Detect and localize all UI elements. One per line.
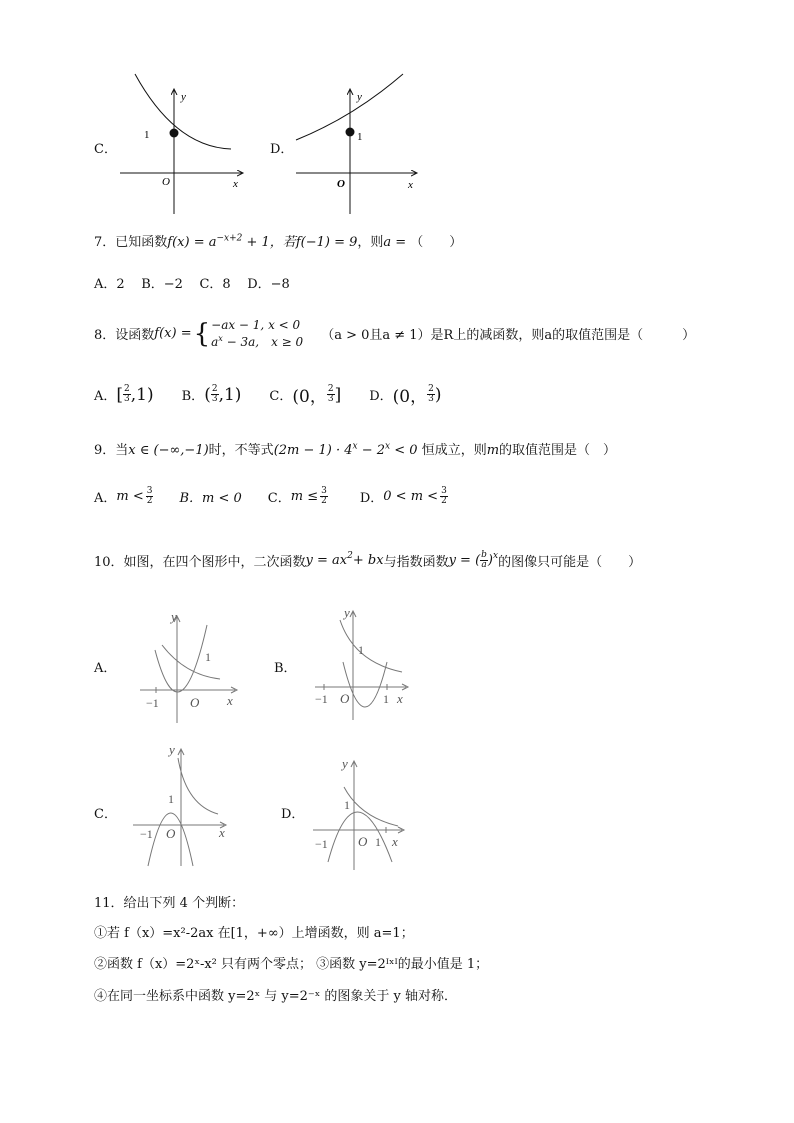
q9-options <box>94 487 448 506</box>
q10-option-d-label: D． <box>281 807 305 822</box>
origin-label: O <box>358 834 368 849</box>
q10-option-d-graph <box>310 752 415 872</box>
y-label: y <box>181 91 186 103</box>
q6-option-c-label: C． <box>94 142 117 157</box>
intercept-point <box>346 128 355 137</box>
x-label: x <box>397 691 403 706</box>
neg-one-label: −1 <box>146 696 159 710</box>
q11-statement-4: ④在同一坐标系中函数 y=2ˣ 与 y=2⁻ˣ 的图象关于 y 轴对称． <box>94 989 458 1004</box>
q9-option-a: A． m < 3 2 <box>94 486 153 506</box>
q10-option-b-label: B． <box>274 661 297 676</box>
one-label: 1 <box>168 792 174 806</box>
q8-options <box>94 382 441 407</box>
one-label: 1 <box>357 131 363 143</box>
q10-option-a-label: A． <box>94 661 117 676</box>
y-label: y <box>169 742 175 757</box>
one-label: 1 <box>205 650 211 664</box>
q7-options <box>94 273 290 292</box>
origin-label: O <box>190 695 200 710</box>
exp-curve <box>162 645 220 679</box>
parabola <box>155 625 207 692</box>
q8-option-a: A． [ 2 3 ,1) <box>94 384 154 405</box>
x-label: x <box>233 178 238 190</box>
intercept-point <box>170 129 179 138</box>
q9-option-d: D． 0 < m < 3 2 <box>359 486 447 506</box>
one-x-label: 1 <box>383 692 389 706</box>
q8-stem: 8．设函数 f(x) = { −ax − 1, x < 0 $a^x - 3a$, x ≥ 0 （a > 0且a ≠ 1）是R上的减函数，则a的取值范围是（ ） <box>94 318 696 349</box>
x-label: x <box>219 825 225 840</box>
one-label: 1 <box>144 129 150 141</box>
x-label: x <box>227 693 233 708</box>
y-label: y <box>357 91 362 103</box>
q10-stem: 10．如图，在四个图形中，二次函数 y = ax $^2$ + bx 与指数函数 y = ( b a ) $^x$ 的图像只可能是（ ） <box>94 550 642 570</box>
q7-option-d: D．−8 <box>247 277 290 292</box>
q7-option-a: A．2 <box>94 277 125 292</box>
y-label: y <box>344 605 350 620</box>
exp-curve <box>340 620 402 672</box>
q10-option-c-label: C． <box>94 807 117 822</box>
y-label: y <box>342 756 348 771</box>
q9-option-c: C． m ≤ $\frac{3}{2}$ <box>267 486 327 506</box>
y-label: y <box>171 609 177 624</box>
q7-stem: 7．已知函数$f(x) = a^{-x+2} + 1$，若f(−1) = 9，则a = （ ） <box>94 233 463 250</box>
q6-option-c-graph <box>115 72 255 217</box>
one-x-label: 1 <box>375 835 381 849</box>
neg-one-label: −1 <box>140 827 153 841</box>
q10-option-b-graph <box>310 602 420 722</box>
q6-option-d-label: D． <box>270 142 294 157</box>
one-label: 1 <box>344 798 350 812</box>
q9-option-b: B．m < 0 <box>179 491 242 506</box>
q11-statement-1: ①若 f（x）=x²-2ax 在[1，+∞）上增函数，则 a=1； <box>94 926 414 941</box>
origin-label: O <box>340 691 350 706</box>
q8-option-d: D． (0， 2 3 ) <box>369 384 442 407</box>
exp-curve <box>178 758 218 814</box>
q7-option-c: C．8 <box>199 277 231 292</box>
q10-option-c-graph <box>128 740 243 868</box>
x-label: x <box>408 179 413 191</box>
origin-label: O <box>166 826 176 841</box>
q8-option-b: B． ( 2 3 ,1) <box>181 384 242 405</box>
q7-option-b: B．−2 <box>141 277 183 292</box>
q11-statement-2-3: ②函数 f（x）=2ˣ-x² 只有两个零点； ③函数 y=2ᴵˣᴵ的最小值是 1； <box>94 957 489 972</box>
q6-option-d-graph <box>293 72 428 217</box>
q10-option-a-graph <box>135 605 250 725</box>
neg-one-label: −1 <box>315 692 328 706</box>
origin-label: O <box>337 178 345 190</box>
one-label: 1 <box>358 643 364 657</box>
q11-stem: 11．给出下列 4 个判断： <box>94 896 245 911</box>
q9-stem: 9．当x ∈ (−∞,−1)时，不等式$(2m - 1) \cdot 4^x - 2^x < 0$ 恒成立，则m的取值范围是（ ） <box>94 441 617 458</box>
neg-one-label: −1 <box>315 837 328 851</box>
q8-option-c: C． (0， 2 3 ] <box>269 384 342 407</box>
origin-label: O <box>162 176 170 188</box>
x-label: x <box>392 834 398 849</box>
parabola <box>343 662 387 707</box>
